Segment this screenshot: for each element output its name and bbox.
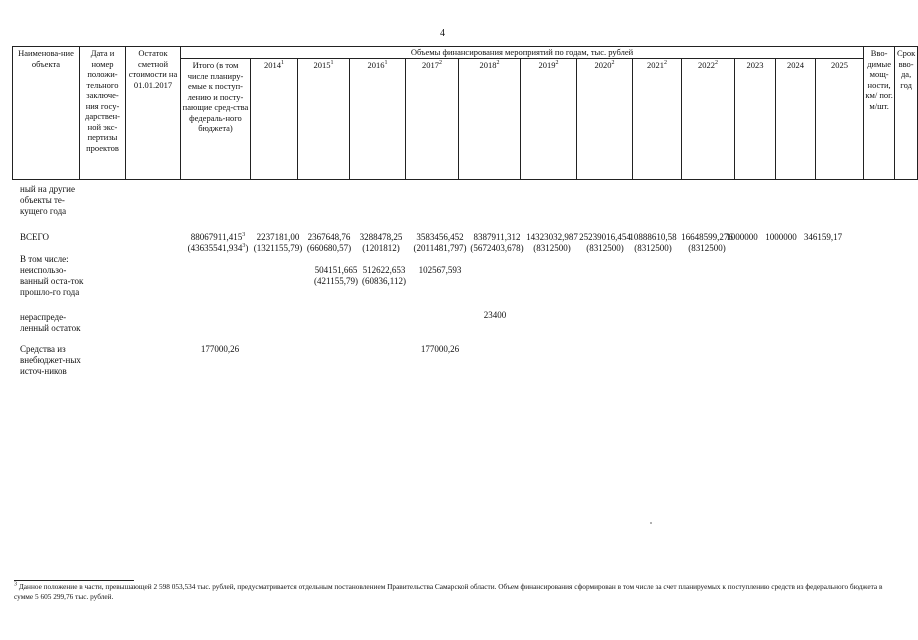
row-including-label: В том числе: [20, 254, 69, 264]
row-undistributed-label: нераспреде-ленный остаток [20, 312, 81, 333]
total-year-value: 1000000 [765, 232, 797, 242]
header-year-2020: 2020$^2$ [577, 59, 633, 180]
header-remainder-col: Остаток сметной стоимости на 01.01.2017 [126, 47, 181, 180]
unused-2015: 504151,665 (421155,79) [314, 265, 358, 286]
header-year-2018: 2018$^2$ [459, 59, 521, 180]
header-group-title: Объемы финансирования мероприятий по годам, тыс. рублей [181, 47, 864, 59]
footnote-separator [14, 580, 134, 581]
total-year-value: 10888610,58 (8312500) [629, 232, 677, 253]
financing-table-header [12, 46, 918, 180]
unused-2017: 102567,593 [418, 265, 462, 275]
extrabudget-total: 177000,26 [200, 344, 240, 354]
total-year-value: 2237181,00 (1321155,79) [253, 232, 303, 253]
header-year-2015: 2015$^1$ [298, 59, 350, 180]
scan-speck [650, 522, 652, 524]
header-year-2017: 2017$^2$ [406, 59, 459, 180]
header-date-col: Дата и номер положи-тельного заключе-ния госу-дарствен-ной экс-пертизы проектов [80, 47, 126, 180]
row-unused-label: неиспользо-ванный оста-ток прошло-го года [20, 265, 84, 297]
header-year-2022: 2022$^2$ [682, 59, 735, 180]
header-year-2025: 2025 [816, 59, 864, 180]
header-year-2021: 2021$^2$ [633, 59, 682, 180]
header-term-col: Срок вво-да, год [895, 47, 918, 180]
extrabudget-2017: 177000,26 [420, 344, 460, 354]
header-year-2024: 2024 [776, 59, 816, 180]
header-name-col: Наименова-ние объекта [13, 47, 80, 180]
total-sum: 88067911,415$^3$ (43635541,934$^3$) [187, 232, 249, 253]
header-year-2023: 2023 [735, 59, 776, 180]
footnote: $^3$ Данное положение в части, превышающей 2 598 053,534 тыс. рублей, предусматривается отдельным постановлением Правительства Самарской области. Объем финансирования сформирован в том числе за счет планируемых к поступлению средств из федерального бюджета в сумме 5 605 299,76 тыс. рублей. [14, 581, 883, 601]
total-year-value: 346159,17 [803, 232, 843, 242]
undistributed-2018: 23400 [483, 310, 507, 320]
total-year-value: 2367648,76 (660680,57) [306, 232, 352, 253]
row-total-label: ВСЕГО [20, 232, 49, 242]
unused-2016: 512622,653 (60836,112) [362, 265, 406, 286]
total-year-value: 1000000 [726, 232, 758, 242]
total-year-value: 25239016,454 (8312500) [579, 232, 631, 253]
total-year-value: 14323032,987 (8312500) [526, 232, 578, 253]
page-number: 4 [440, 28, 445, 39]
header-year-2014: 2014$^1$ [251, 59, 298, 180]
header-total-col: Итого (в том числе планиру-емые к поступ-лению и посту-пающие сред-ства федераль-ного бюджета) [181, 59, 251, 180]
total-year-value: 3288478,25 (1201812) [359, 232, 403, 253]
total-year-value: 3583456,452 (2011481,797) [413, 232, 467, 253]
header-year-2016: 2016$^1$ [350, 59, 406, 180]
row-extrabudget-label: Средства из внебюджет-ных источ-ников [20, 344, 81, 376]
total-year-value: 8387911,312 (5672403,678) [470, 232, 524, 253]
row-carry-label: ный на другие объекты те-кущего года [20, 184, 75, 216]
header-capacity-col: Вво-димые мощ-ности, км/ пог. м/шт. [864, 47, 895, 180]
total-year-value: 16648599,276 (8312500) [681, 232, 733, 253]
header-year-2019: 2019$^2$ [521, 59, 577, 180]
